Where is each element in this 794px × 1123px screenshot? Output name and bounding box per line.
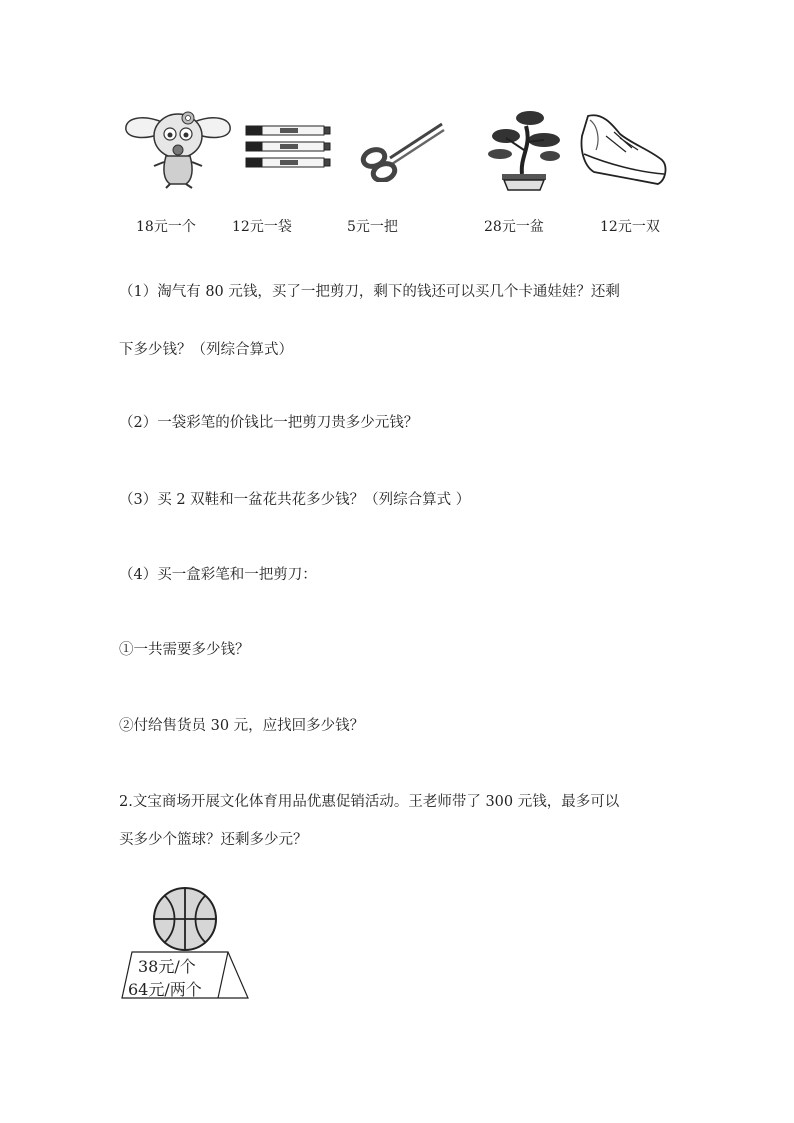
price-label: 18元一个	[136, 219, 196, 235]
question-2: （2）一袋彩笔的价钱比一把剪刀贵多少元钱？	[119, 415, 419, 431]
basketball-icon	[150, 886, 220, 956]
question-4-title: （4）买一盒彩笔和一把剪刀：	[119, 567, 317, 583]
price-label: 28元一盆	[484, 219, 544, 235]
bonsai-plant-icon	[480, 106, 566, 196]
sneaker-icon	[578, 110, 670, 194]
problem-2-line-1: 2.文宝商场开展文化体育用品优惠促销活动。王老师带了 300 元钱，最多可以	[119, 794, 620, 810]
question-4-sub-2: ②付给售货员 30 元，应找回多少钱？	[119, 718, 365, 734]
scissors-icon	[360, 120, 446, 186]
question-3: （3）买 2 双鞋和一盆花共花多少钱？（列综合算式 ）	[119, 492, 471, 508]
question-1-line-2: 下多少钱？（列综合算式）	[119, 342, 293, 358]
price-label: 12元一双	[600, 219, 660, 235]
question-4-sub-1: ①一共需要多少钱？	[119, 642, 250, 658]
price-label: 5元一把	[347, 219, 398, 235]
question-1-line-1: （1）淘气有 80 元钱，买了一把剪刀，剩下的钱还可以买几个卡通娃娃？还剩	[119, 284, 620, 300]
price-tag-line-1: 38元/个	[138, 957, 196, 976]
price-label: 12元一袋	[232, 219, 292, 235]
cartoon-doll-icon	[122, 104, 234, 194]
marker-pens-icon	[240, 118, 336, 182]
problem-2-line-2: 买多少个篮球？还剩多少元？	[119, 832, 308, 848]
price-tag-line-2: 64元/两个	[128, 980, 202, 999]
